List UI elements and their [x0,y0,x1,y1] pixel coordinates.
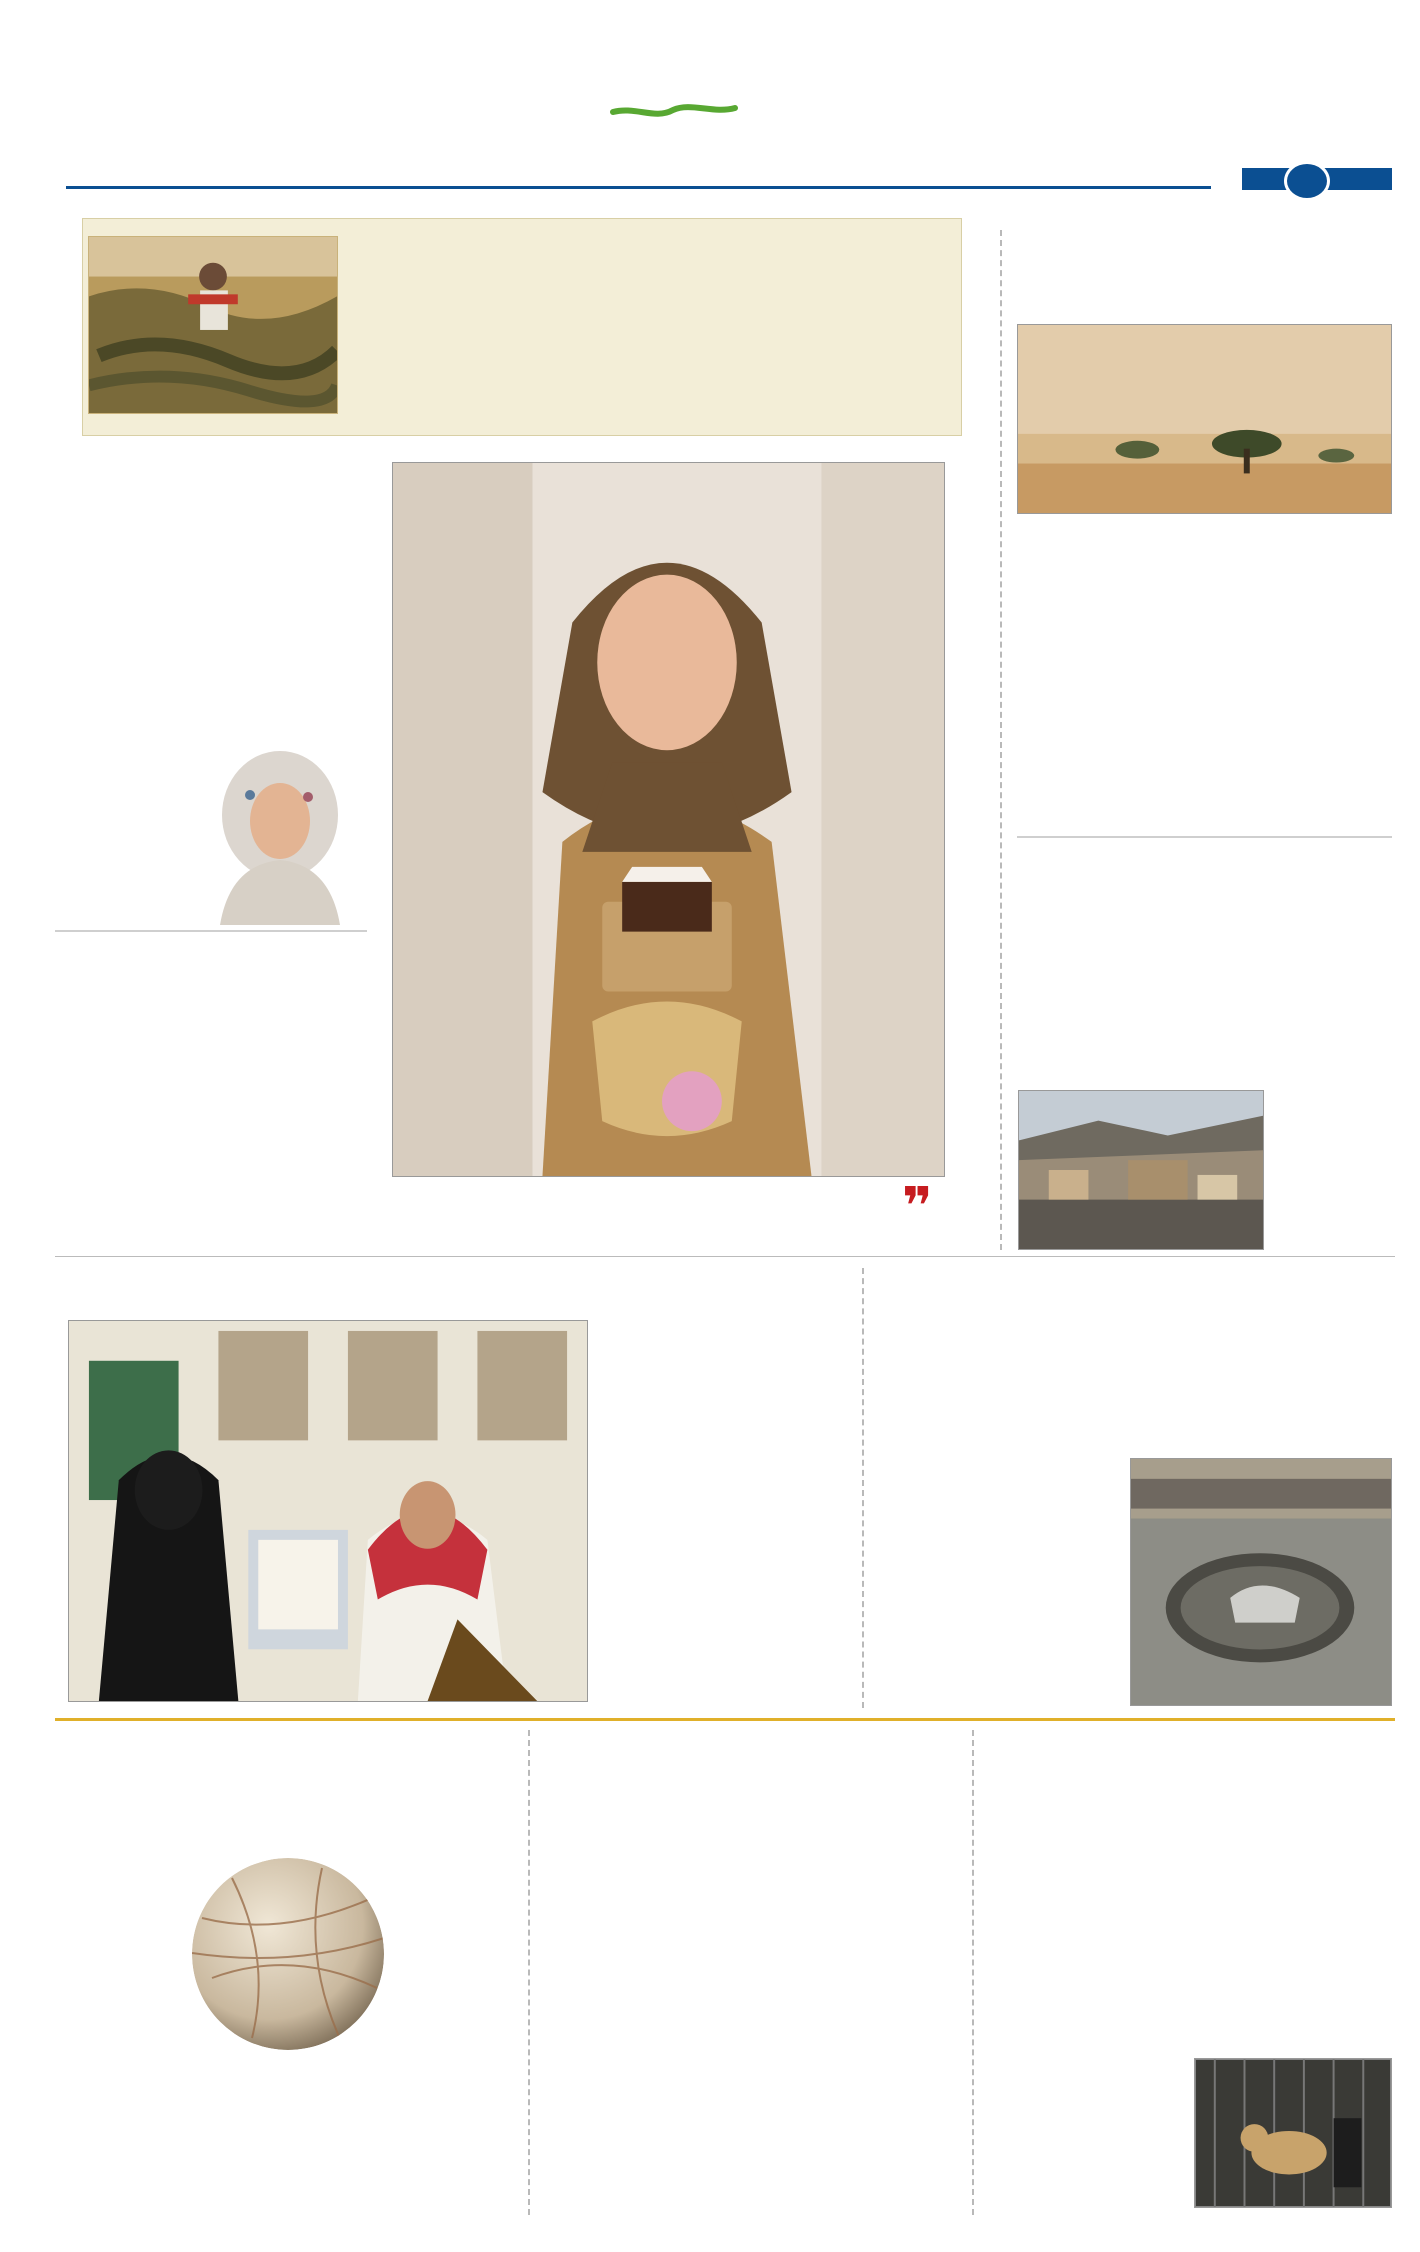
logo [595,104,755,164]
collapse-body-left [900,1318,1122,1703]
column-divider [1000,230,1002,1250]
forests-body [55,975,367,1250]
column-divider [862,1268,864,1708]
crocodile-body-1 [605,222,820,432]
dust-body [1017,520,1392,830]
moon-europa-image [192,1858,384,2050]
robot-body [540,1776,960,2216]
sinkhole-image [1131,1459,1391,1705]
dust-storm-image [1018,325,1391,513]
masthead-rule [66,186,1211,189]
wife-body-narrow [55,732,183,924]
nurse-photo [68,1320,588,1702]
market-stalls-image [1019,1091,1263,1249]
section-rule [55,1718,1395,1721]
crocodile-photo [88,236,338,414]
wife-photo [190,735,366,925]
stalls-photo [1018,1090,1264,1250]
column-divider [972,1730,974,2215]
column-divider [528,1730,530,2215]
stalls-body-narrow [1274,1087,1392,1255]
planet-body-left [55,1776,185,2216]
crocodile-image [89,237,337,413]
divider [1017,836,1392,838]
quote-marks-icon: ❞ [902,1177,933,1237]
divider [55,930,367,932]
planet-body-right [392,1776,524,2216]
lion-cage-image [1195,2059,1391,2207]
lioness-body-left [987,1775,1182,2215]
collapse-body [1137,1318,1392,1448]
nurse-body [600,1320,808,1705]
page-number-badge [1284,161,1330,201]
logo-mark [595,104,755,164]
birthday-photo [392,462,945,1177]
dust-photo [1017,324,1392,514]
lioness-photo [1194,2058,1392,2208]
lioness-body-right [1194,1775,1392,2075]
crocodile-body-2 [362,232,590,432]
chef-cake-image [393,463,944,1176]
wife-body [55,500,367,730]
section-rule [55,1256,1395,1257]
collapse-photo [1130,1458,1392,1706]
masthead [0,0,1420,195]
stalls-body [1017,895,1392,1083]
award-ceremony-image [69,1321,587,1701]
europa-photo [192,1858,384,2050]
woman-portrait-image [190,735,366,925]
